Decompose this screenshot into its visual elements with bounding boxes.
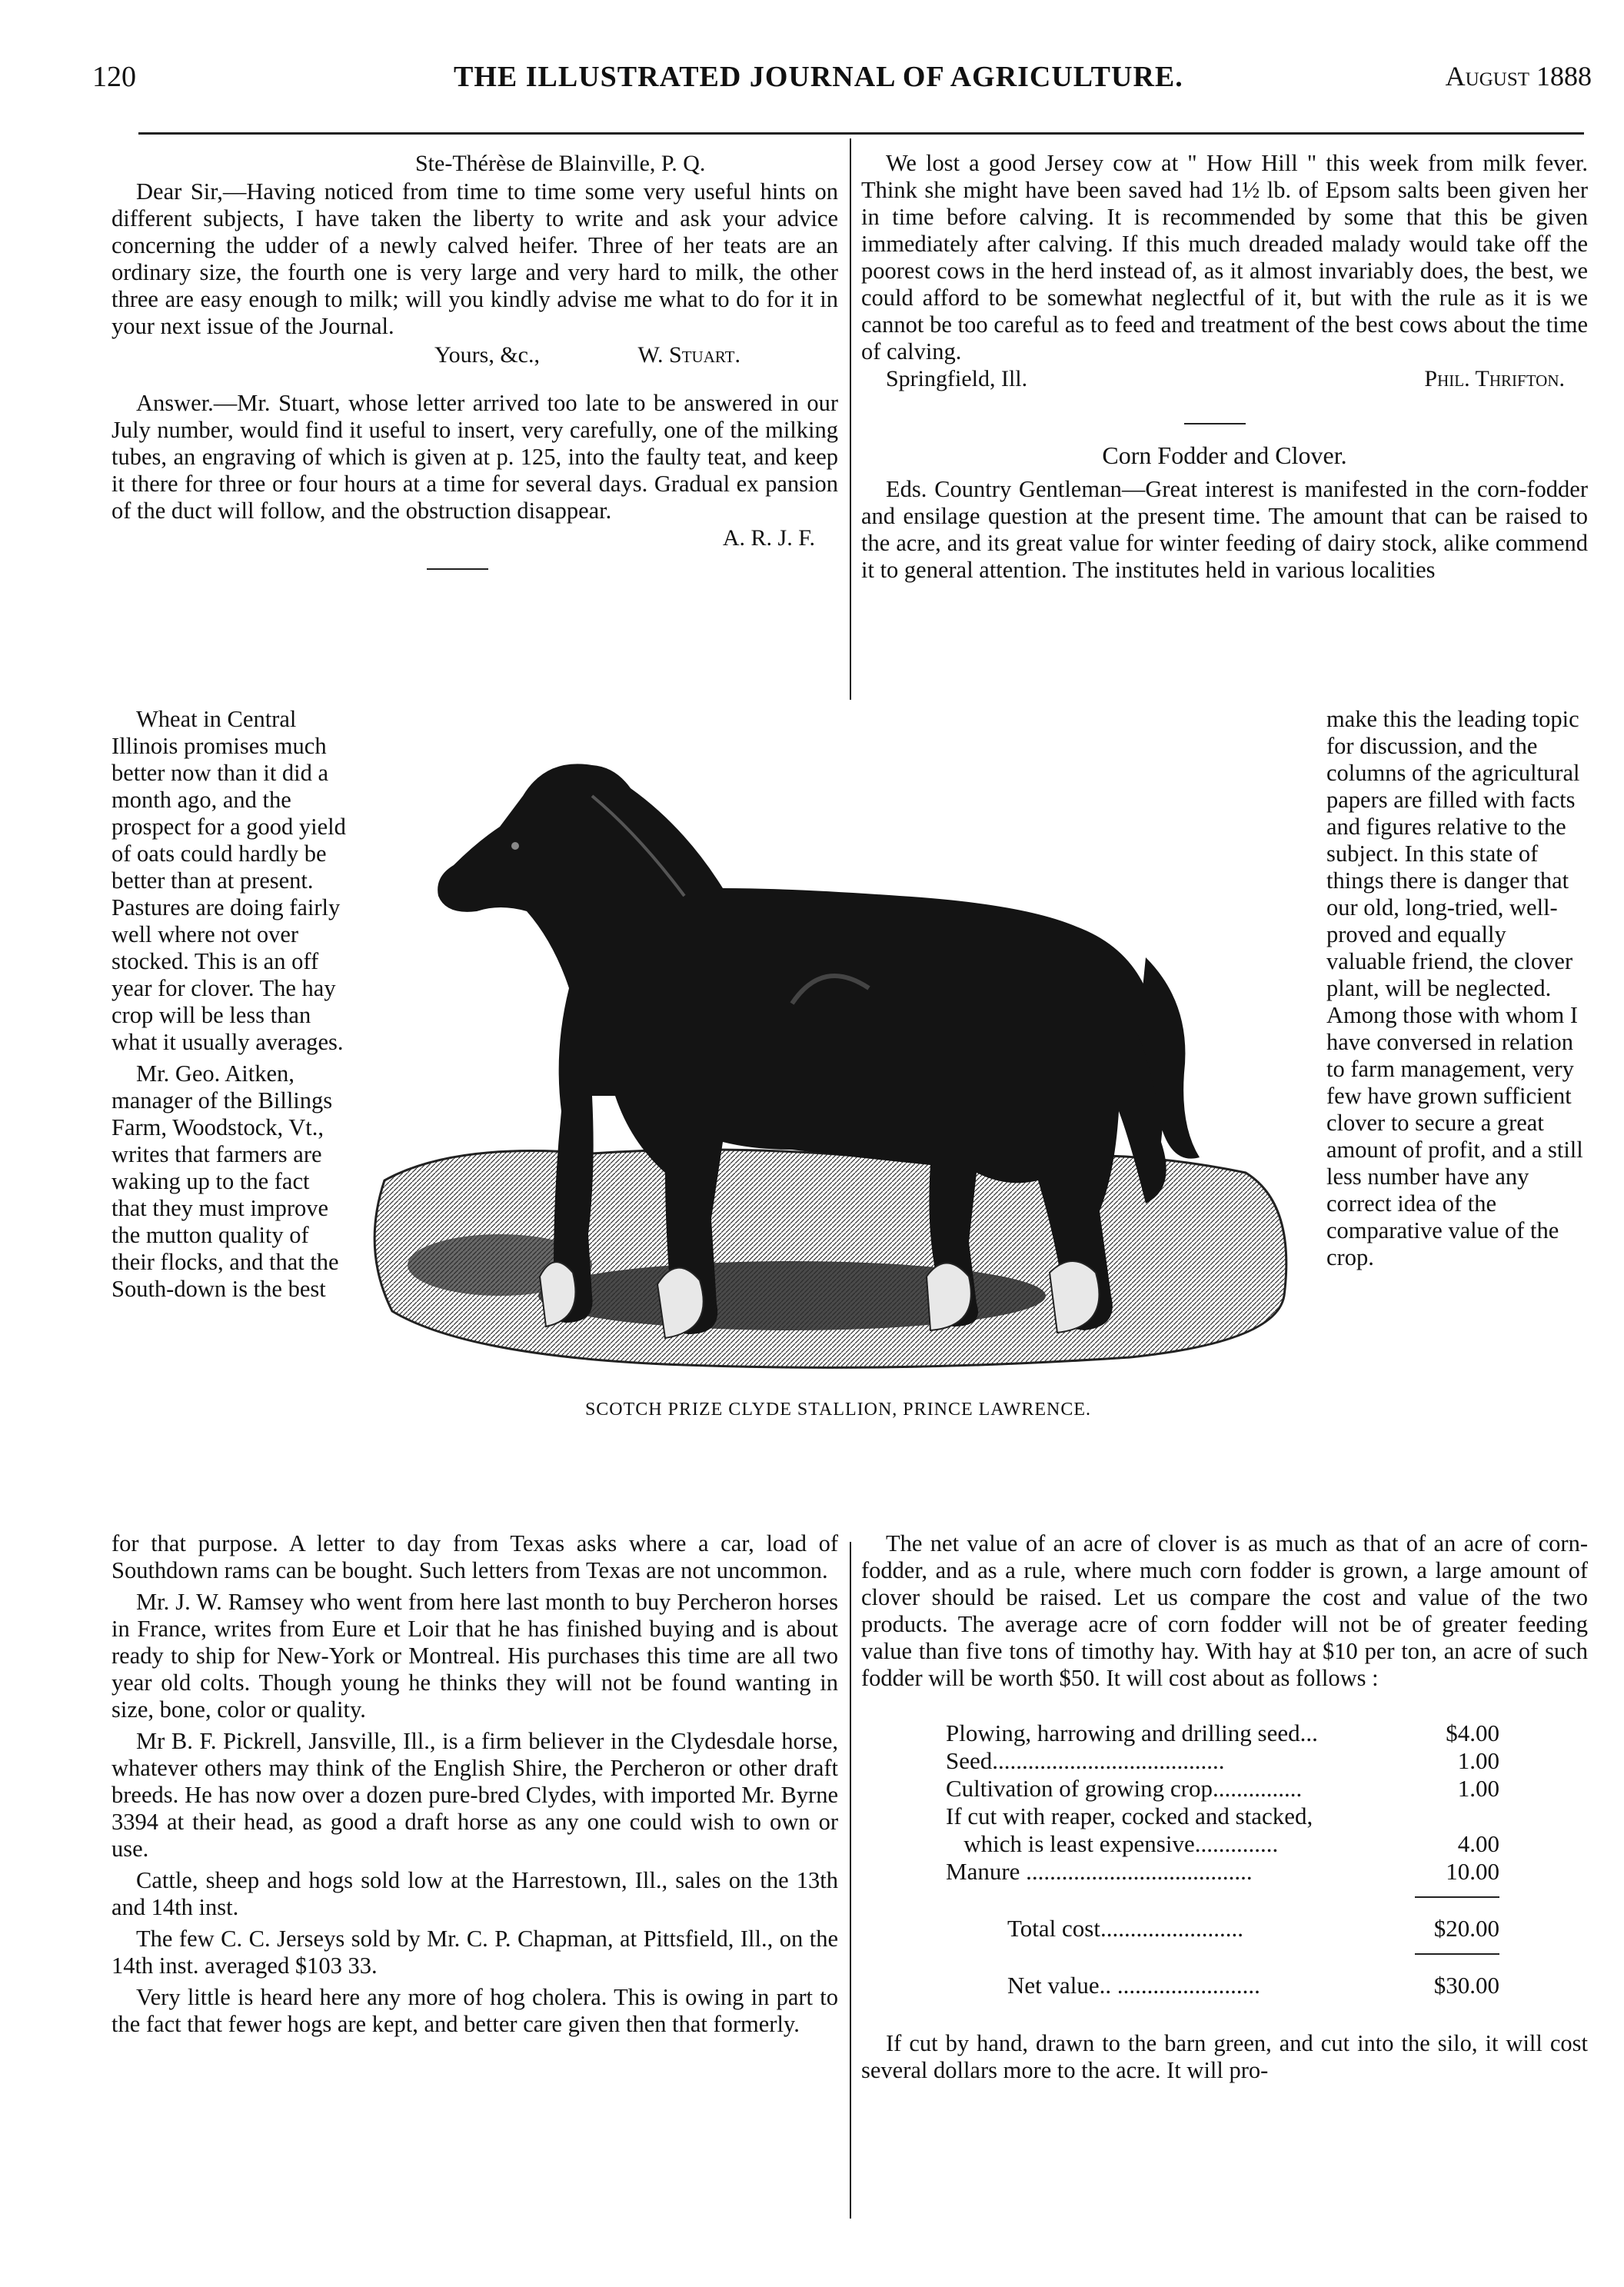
page-header [92,60,1592,106]
cost-row [946,1775,1499,1803]
letter-body: Dear Sir,—Having noticed from time to time some very useful hints on different subjects, I have taken the liberty to write and ask your advice concerning the udder of a newly calved heifer. Three of her teats are an ordinary size, the fourth one is very large and very hard to milk, the other three are easy enough to milk; will you kindly advise me what to do for it in your next issue of the Journal. [111,178,838,339]
cost-item: which is least expensive.............. [946,1830,1279,1857]
issue-date: August 1888 [1445,61,1592,92]
total-rule [1415,1896,1499,1898]
corn-intro: Eds. Country Gentleman—Great interest is manifested in the corn-fodder and ensilage question at the present time. The amount that can be raised to the acre, and its great value for winter feeding of dairy stock, alike commend it to general attention. The institutes held in various localities [861,476,1588,583]
cost-amount: $4.00 [1446,1719,1499,1746]
corn-title: Corn Fodder and Clover. [1102,441,1347,469]
clover-section [1326,706,1588,1276]
left-lower-section [111,1530,838,2042]
illustration-caption: SCOTCH PRIZE CLYDE STALLION, PRINCE LAWRENCE. [584,1400,1092,1420]
letter-place: Ste-Thérèse de Blainville, P. Q. [415,151,706,176]
cost-row [946,1858,1499,1886]
horse-engraving [361,711,1315,1434]
net-label: Net value.. ........................ [1007,1972,1260,1999]
right-upper-section [861,150,1588,588]
horse-eye [511,842,519,850]
cost-table [946,1719,1499,1886]
total-amount: $20.00 [1433,1915,1499,1942]
ramsey-paragraph: Mr. J. W. Ramsey who went from here last month to buy Percheron horses in France, writes from Eure et Loir that he has finished buying and is about ready to ship for New-York or Montreal. His purchases this time are all two year old colts. Though young he thinks they will not be found wanting in size, bone, color or quality. [111,1589,838,1723]
answer-initials: A. R. J. F. [722,525,815,551]
total-label: Total cost........................ [1007,1915,1243,1942]
closing-paragraph: If cut by hand, drawn to the barn green, and cut into the silo, it will cost several dollars more to the acre. It will pro- [861,2030,1588,2083]
jersey-paragraph: We lost a good Jersey cow at " How Hill " this week from milk fever. Think she might have been saved had 1½ lb. of Epsom salts been given her in time before calving. It is recommended by some that this be given immediately after calving. If this much dreaded malady would take off the poorest cows in the herd instead of, as it almost invariably does, the best, we could afford to be somewhat neglectful of it, but with the rule as it is we cannot be too careful as to feed and treatment of the best cows about the time of calving. [861,150,1588,365]
section-rule-right [1184,423,1246,424]
cost-amount: 10.00 [1446,1858,1499,1885]
harrestown-paragraph: Cattle, sheep and hogs sold low at the Harrestown, Ill., sales on the 13th and 14th inst. [111,1867,838,1920]
cost-amount: 1.00 [1457,1775,1499,1802]
aitken-paragraph: Mr. Geo. Aitken, manager of the Billings Farm, Woodstock, Vt., writes that farmers are waking up to the fact that they must improve the mutton quality of their flocks, and that the South-down is the best [111,1060,339,1302]
letter-author: W. Stuart. [637,342,740,368]
cholera-paragraph: Very little is heard here any more of hog cholera. This is owing in part to the fact that fewer hogs are kept, and better care given then that formerly. [111,1984,838,2037]
cost-row [946,1747,1499,1775]
net-value-paragraph: The net value of an acre of clover is as much as that of an acre of corn-fodder, and as a rule, where much corn fodder is grown, a large amount of clover should be raised. Let us compare the cost and value of the two products. The average acre of corn fodder will not be of greater feeding value than five tons of timothy hay. With hay at $10 per ton, an acre of such fodder will be worth $50. It will cost about as follows : [861,1530,1588,1691]
cost-item: Plowing, harrowing and drilling seed... [946,1719,1318,1746]
clyde-stallion-illustration [361,711,1315,1434]
right-lower-section [861,1530,1588,2089]
column-divider-lower [850,1542,851,2219]
cost-item: Seed....................................... [946,1747,1225,1774]
continued-paragraph: for that purpose. A letter to day from Texas asks where a car, load of Southdown rams can be bought. Such letters from Texas are not uncommon. [111,1530,838,1583]
cost-row [946,1803,1499,1830]
answer-paragraph: Answer.—Mr. Stuart, whose letter arrived too late to be answered in our July number, would find it useful to insert, very carefully, one of the milking tubes, an engraving of which is given at p. 125, into the faulty teat, and keep it there for three or four hours at a time for several days. Gradual ex pansion of the duct will follow, and the obstruction disappear. [111,390,838,524]
letter-section [111,150,838,570]
cost-amount [1415,1803,1499,1830]
cost-item: Cultivation of growing crop............... [946,1775,1303,1802]
column-divider-upper [850,138,851,700]
wheat-paragraph: Wheat in Central Illinois promises much better now than it did a month ago, and the prospect for a good yield of oats could hardly be better than at present. Pastures are doing fairly well where not over stocked. This is an off year for clover. The hay crop will be less than what it usually averages. [111,706,346,1055]
clover-paragraph: make this the leading topic for discussion, and the columns of the agricultural papers are filled with facts and figures relative to the subject. In this state of things there is danger that our old, long-tried, well-proved and equally valuable friend, the clover plant, will be neglected. Among those with whom I have conversed in relation to farm management, very few have grown sufficient clover to secure a great amount of profit, and a still less number have any correct idea of the comparative value of the crop. [1326,706,1583,1270]
cost-item: If cut with reaper, cocked and stacked, [946,1803,1313,1829]
pickrell-paragraph: Mr B. F. Pickrell, Jansville, Ill., is a firm believer in the Clydesdale horse, whatever others may think of the English Shire, the Percheron or other draft breeds. He has now over a dozen pure-bred Clydes, with imported Mr. Byrne 3394 at their head, as good a draft horse as any one could wish to own or use. [111,1728,838,1862]
journal-title: THE ILLUSTRATED JOURNAL OF AGRICULTURE. [454,61,1183,93]
letter-signature [434,341,838,368]
net-rule [1415,1953,1499,1955]
cost-amount: 1.00 [1457,1747,1499,1774]
cost-item: Manure ...................................... [946,1858,1253,1885]
jersey-author: Phil. Thrifton. [1424,366,1565,391]
page-number: 120 [92,61,136,93]
cost-amount: 4.00 [1457,1830,1499,1857]
total-row [1007,1915,1499,1942]
cost-row [946,1719,1499,1747]
section-rule [427,568,488,570]
header-rule [138,132,1584,135]
chapman-paragraph: The few C. C. Jerseys sold by Mr. C. P. Chapman, at Pittsfield, Ill., on the 14th inst. averaged $103 33. [111,1926,838,1979]
net-amount: $30.00 [1433,1972,1499,1999]
jersey-signature [886,365,1588,392]
wheat-section [111,706,350,1307]
cost-row [946,1830,1499,1858]
letter-closing: Yours, &c., [434,342,540,368]
jersey-place: Springfield, Ill. [886,366,1028,391]
net-row [1007,1972,1499,1999]
